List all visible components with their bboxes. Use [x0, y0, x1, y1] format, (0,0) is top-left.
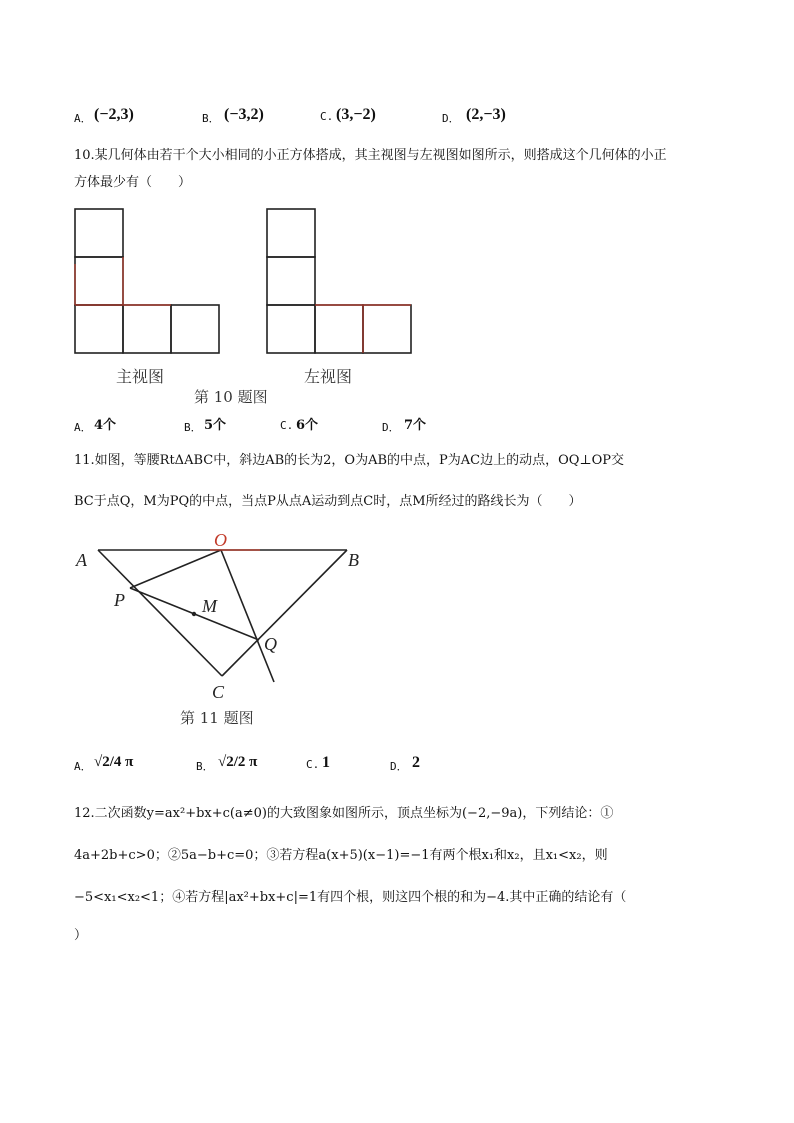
label-a: A — [76, 550, 87, 570]
segment-bc — [222, 550, 347, 676]
q10-stem-line2: 方体最少有（ ） — [74, 175, 192, 190]
point-m-dot — [192, 612, 196, 616]
q9-option-a-value: (−2,3) — [94, 106, 134, 123]
q11-option-b-value: √2/2 π — [218, 754, 258, 770]
front-view-drawing — [75, 209, 219, 353]
q10-caption-left: 左视图 — [304, 367, 353, 386]
label-q: Q — [264, 634, 277, 654]
q10-option-d-label: D． — [382, 421, 400, 434]
q10-option-c-label: C. — [280, 419, 294, 432]
q9-option-d-value: (2,−3) — [466, 106, 506, 123]
q11-option-a-value: √2/4 π — [94, 754, 134, 770]
q11-option-a-label: A． — [74, 760, 92, 773]
q10-option-c-value: 6个 — [296, 418, 319, 433]
left-view-drawing — [267, 209, 411, 353]
q12-stem-line4: ） — [74, 928, 88, 943]
q10-option-b-value: 5个 — [204, 418, 227, 433]
q11-stem-line2: BC于点Q，M为PQ的中点，当点P从点A运动到点C时，点M所经过的路线长为（ ） — [74, 494, 582, 509]
label-p: P — [114, 590, 125, 610]
q9-option-d-label: D． — [442, 112, 460, 125]
q11-figure-caption: 第 11 题图 — [180, 709, 254, 727]
q9-option-c-label: C. — [320, 110, 334, 123]
q10-option-a-label: A． — [74, 421, 92, 434]
q11-option-c-value: 1 — [322, 754, 330, 771]
q10-figure-caption: 第 10 题图 — [194, 388, 268, 406]
q11-option-d-value: 2 — [412, 754, 420, 771]
q9-option-a-label: A． — [74, 112, 92, 125]
q9-options — [74, 106, 714, 130]
q11-figure — [70, 526, 390, 706]
q12-stem-line2: 4a+2b+c>0；②5a−b+c=0；③若方程a(x+5)(x−1)=−1有两个根x₁和x₂，且x₁<x₂，则 — [74, 848, 608, 863]
q10-stem-line1: 10.某几何体由若干个大小相同的小正方体搭成，其主视图与左视图如图所示，则搭成这个几何体的小正 — [74, 148, 667, 163]
q10-caption-front: 主视图 — [116, 367, 165, 386]
q9-option-c-value: (3,−2) — [336, 106, 376, 123]
q11-options — [74, 742, 594, 786]
q11-stem-line1: 11.如图，等腰RtΔABC中，斜边AB的长为2，O为AB的中点，P为AC边上的动点，OQ⊥OP交 — [74, 453, 625, 468]
segment-oq — [221, 550, 274, 682]
q10-option-b-label: B． — [184, 421, 202, 434]
segment-op — [130, 550, 221, 588]
label-o: O — [214, 530, 227, 550]
q11-option-c-label: C. — [306, 758, 320, 771]
q11-option-d-label: D． — [390, 760, 408, 773]
q10-options — [74, 416, 574, 436]
q10-option-a-value: 4个 — [94, 418, 117, 433]
label-b: B — [348, 550, 359, 570]
q12-stem-line3: −5<x₁<x₂<1；④若方程|ax²+bx+c|=1有四个根，则这四个根的和为−4.其中正确的结论有（ — [74, 890, 627, 905]
label-c: C — [212, 682, 225, 702]
q10-option-d-value: 7个 — [404, 418, 427, 433]
q11-option-b-label: B． — [196, 760, 214, 773]
q12-stem-line1: 12.二次函数y=ax²+bx+c(a≠0)的大致图象如图所示，顶点坐标为(−2,−9a)，下列结论：① — [74, 806, 614, 821]
q9-option-b-value: (−3,2) — [224, 106, 264, 123]
q9-option-b-label: B． — [202, 112, 220, 125]
label-m: M — [202, 596, 217, 616]
